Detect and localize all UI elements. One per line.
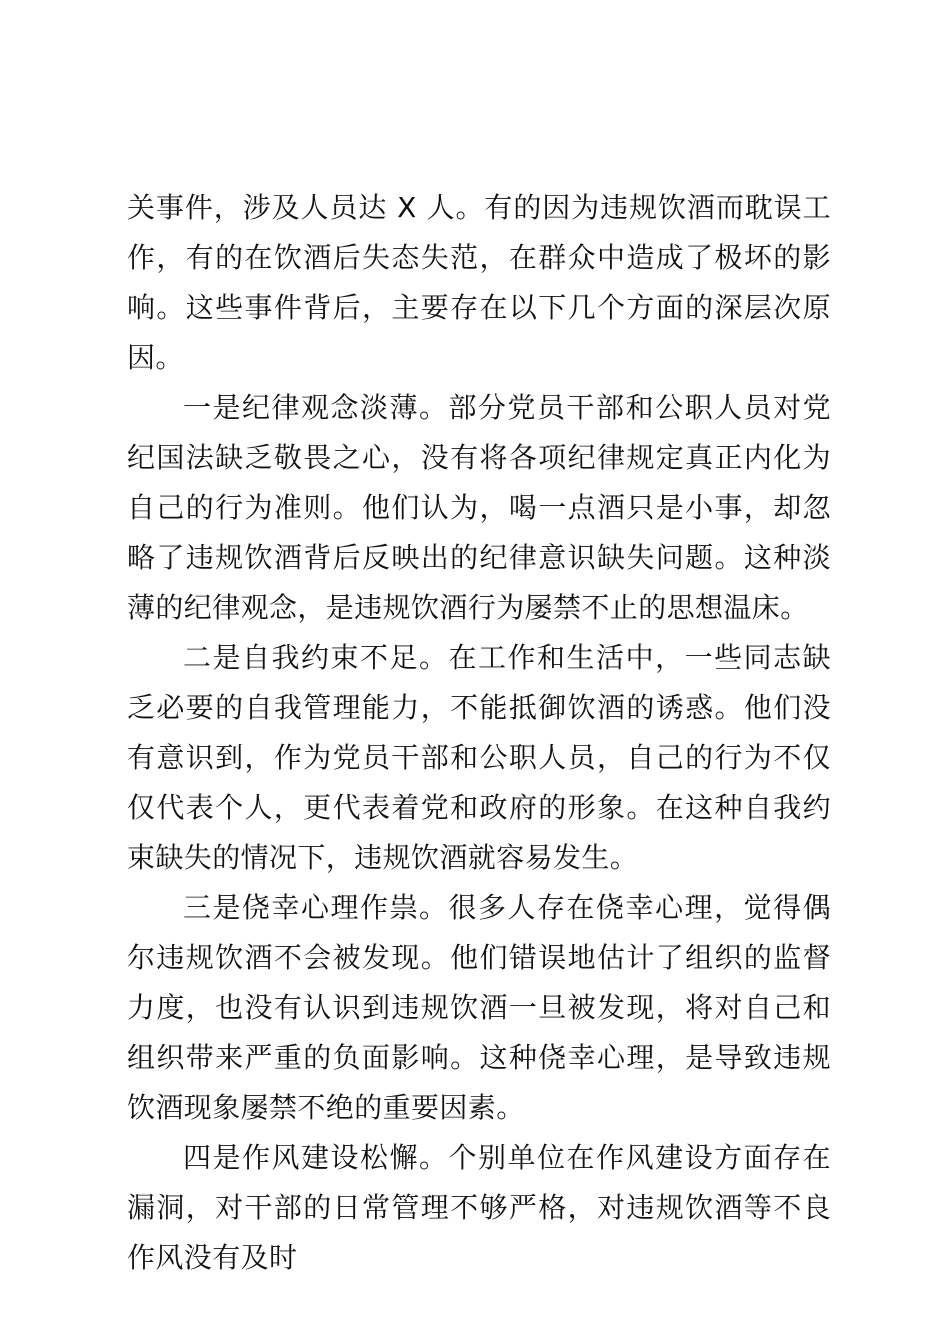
paragraph-intro: 关事件，涉及人员达 X 人。有的因为违规饮酒而耽误工作，有的在饮酒后失态失范，在群众中造成了极坏的影响。这些事件背后，主要存在以下几个方面的深层次原因。 xyxy=(127,191,831,374)
paragraph-self-restraint: 二是自我约束不足。在工作和生活中，一些同志缺乏必要的自我管理能力，不能抵御饮酒的诱惑。他们没有意识到，作为党员干部和公职人员，自己的行为不仅仅代表个人，更代表着党和政府的形象。在这种自我约束缺失的情况下，违规饮酒就容易发生。 xyxy=(127,641,831,874)
paragraph-discipline: 一是纪律观念淡薄。部分党员干部和公职人员对党纪国法缺乏敬畏之心，没有将各项纪律规定真正内化为自己的行为准则。他们认为，喝一点酒只是小事，却忽略了违规饮酒背后反映出的纪律意识缺失问题。这种淡薄的纪律观念，是违规饮酒行为屡禁不止的思想温床。 xyxy=(127,391,831,624)
paragraph-luck-mentality: 三是侥幸心理作祟。很多人存在侥幸心理，觉得偶尔违规饮酒不会被发现。他们错误地估计了组织的监督力度，也没有认识到违规饮酒一旦被发现，将对自己和组织带来严重的负面影响。这种侥幸心理，是导致违规饮酒现象屡禁不绝的重要因素。 xyxy=(127,891,831,1124)
paragraph-work-style: 四是作风建设松懈。个别单位在作风建设方面存在漏洞，对干部的日常管理不够严格，对违规饮酒等不良作风没有及时 xyxy=(127,1141,831,1274)
document-body xyxy=(127,183,831,1283)
